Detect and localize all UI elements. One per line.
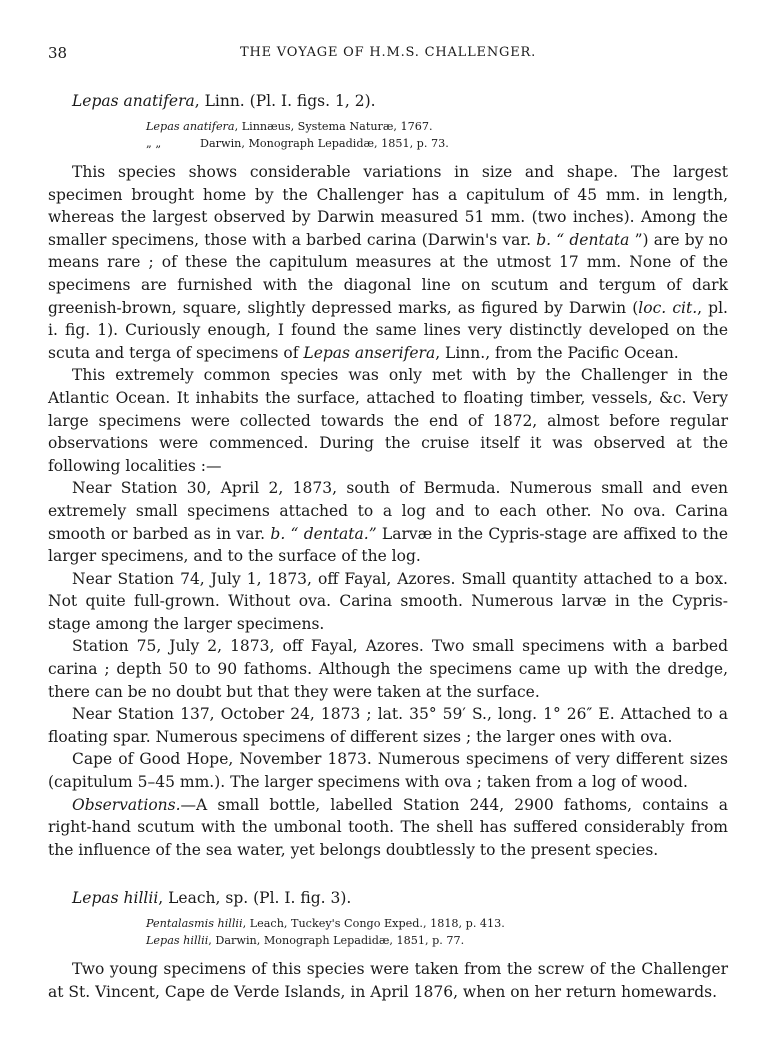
- species-name: Lepas hillii: [72, 889, 159, 908]
- observations-paragraph: [48, 794, 728, 862]
- italic-text: loc. cit.: [638, 298, 698, 317]
- synonym-reference: Darwin, Monograph Lepadidæ, 1851, p. 73.: [200, 137, 449, 150]
- paragraph: Near Station 74, July 1, 1873, off Fayal, Azores. Small quantity attached to a box. Not quite full-grown. Without ova. Carina smooth. Numerous larvæ in the Cypris-stage among the larger specimens.: [48, 569, 728, 633]
- italic-text: Lepas anserifera: [303, 343, 436, 362]
- page-number: 38: [48, 44, 68, 62]
- text-run: , pl. i. fig. 1). Curiously enough, I found the same lines very distinctly developed on the scuta and terga of specimens of: [48, 298, 728, 362]
- text-run: , Linn., from the Pacific Ocean.: [435, 343, 679, 362]
- species-heading-lepas-hillii: [72, 887, 728, 909]
- page-header: [48, 44, 728, 68]
- synonym-line: [146, 915, 728, 932]
- italic-text: Observations.: [72, 795, 181, 814]
- paragraph: Near Station 137, October 24, 1873 ; lat. 35° 59′ S., long. 1° 26″ E. Attached to a floating spar. Numerous specimens of different sizes ; the larger ones with ova.: [48, 705, 728, 746]
- italic-text: b. “ dentata: [536, 230, 630, 249]
- species-heading-lepas-anatifera: [72, 90, 728, 112]
- paragraph: Cape of Good Hope, November 1873. Numerous specimens of very different sizes (capitulum 5–45 mm.). The larger specimens with ova ; taken from a log of wood.: [48, 750, 728, 792]
- paragraph: Two young specimens of this species were taken from the screw of the Challenger at St. Vincent, Cape de Verde Islands, in April 1876, when on her return homewards.: [48, 960, 728, 1001]
- ditto-marks: „ „: [146, 137, 162, 150]
- text-run: This species shows considerable variations in size and shape. The largest specimen brought home by the Challenger has a capitulum of 45 mm. in length, whereas the largest observed by Darwin measured 51 mm. (two inches). Among the smaller specimens, those with a barbed carina (Darwin's var.: [48, 163, 728, 249]
- species-authority: , Linn. (Pl. I. figs. 1, 2).: [194, 92, 376, 110]
- synonym-name: Pentalasmis hillii: [146, 917, 243, 931]
- paragraph: Station 75, July 2, 1873, off Fayal, Azores. Two small specimens with a barbed carina ; depth 50 to 90 fathoms. Although the specimens came up with the dredge, there can be no doubt but that they were taken at the surface.: [48, 637, 728, 701]
- paragraph: [48, 161, 728, 364]
- synonym-line: [146, 135, 728, 152]
- synonym-line: [146, 932, 728, 949]
- synonym-reference: , Linnæus, Systema Naturæ, 1767.: [234, 120, 433, 133]
- synonym-reference: , Darwin, Monograph Lepadidæ, 1851, p. 77.: [208, 934, 465, 948]
- paragraph: This extremely common species was only met with by the Challenger in the Atlantic Ocean. It inhabits the surface, attached to floating timber, vessels, &c. Very large specimens were collected towards the end of 1872, almost before regular observations were commenced. During the cruise itself it was observed at the following localities :—: [48, 366, 728, 475]
- text-run: ”) are by no means rare ; of these the capitulum measures at the utmost 17 mm. None of the specimens are furnished with the diagonal line on scutum and tergum of dark greenish-brown, square, slightly depressed marks, as figured by Darwin (: [48, 230, 728, 317]
- synonym-name: Lepas hillii: [146, 934, 209, 948]
- species-authority: , Leach, sp. (Pl. I. fig. 3).: [158, 889, 352, 908]
- paragraph: [48, 477, 728, 567]
- document-page: [48, 44, 728, 1004]
- synonym-line: [146, 118, 728, 135]
- text-run: —A small bottle, labelled Station 244, 2900 fathoms, contains a right-hand scutum with the umbonal tooth. The shell has suffered considerably from the influence of the sea water, yet belongs doubtlessly to the present species.: [48, 795, 728, 859]
- running-title: THE VOYAGE OF H.M.S. CHALLENGER.: [239, 45, 537, 60]
- italic-text: b. “ dentata.”: [270, 524, 377, 543]
- text-run: Larvæ in the Cypris-stage are affixed to the larger specimens, and to the surface of the log.: [48, 524, 728, 566]
- species-name: Lepas anatifera: [72, 92, 195, 110]
- section-gap: [48, 861, 728, 887]
- synonym-name: Lepas anatifera: [146, 120, 235, 133]
- text-run: Near Station 30, April 2, 1873, south of Bermuda. Numerous small and even extremely small specimens attached to a log and to each other. No ova. Carina smooth or barbed as in var.: [48, 479, 728, 543]
- synonym-reference: , Leach, Tuckey's Congo Exped., 1818, p. 413.: [242, 917, 505, 931]
